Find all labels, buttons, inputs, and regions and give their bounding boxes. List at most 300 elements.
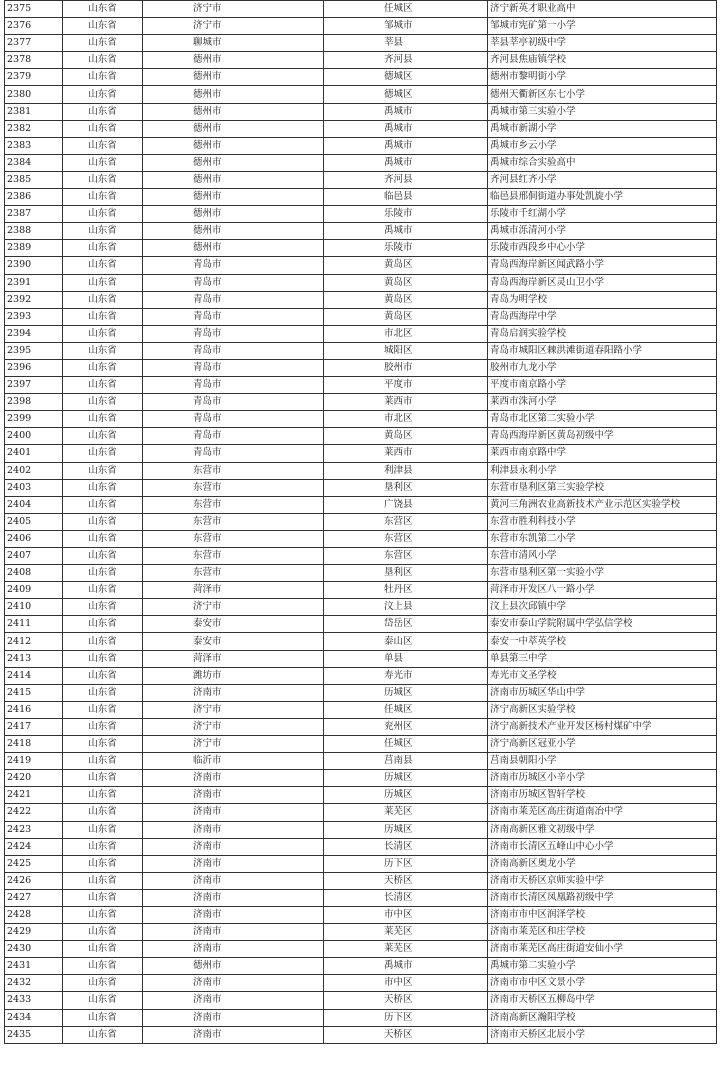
table-row (5, 86, 717, 103)
county-cell: 岱岳区 (324, 616, 488, 633)
province-cell: 山东省 (63, 906, 143, 923)
province-cell: 山东省 (63, 171, 143, 188)
school-name-cell: 泰安市泰山学院附属中学弘信学校 (488, 616, 717, 633)
school-name-cell: 青岛为明学校 (488, 291, 717, 308)
row-number: 2422 (5, 804, 63, 821)
row-number: 2395 (5, 342, 63, 359)
table-row (5, 479, 717, 496)
school-name-cell: 济南高新区瀚阳学校 (488, 1009, 717, 1026)
province-cell: 山东省 (63, 684, 143, 701)
table-row (5, 770, 717, 787)
city-cell: 青岛市 (143, 274, 324, 291)
city-cell: 德州市 (143, 206, 324, 223)
school-name-cell: 济南市莱芜区和庄学校 (488, 924, 717, 941)
row-number: 2412 (5, 633, 63, 650)
school-name-cell: 青岛西海岸新区灵山卫小学 (488, 274, 717, 291)
city-cell: 济南市 (143, 1026, 324, 1043)
city-cell: 德州市 (143, 171, 324, 188)
table-row (5, 394, 717, 411)
table-row (5, 736, 717, 753)
school-name-cell: 济南市天桥区京师实验中学 (488, 872, 717, 889)
school-name-cell: 济南市历城区华山中学 (488, 684, 717, 701)
county-cell: 任城区 (324, 736, 488, 753)
table-row (5, 359, 717, 376)
school-name-cell: 黄河三角洲农业高新技术产业示范区实验学校 (488, 496, 717, 513)
city-cell: 青岛市 (143, 445, 324, 462)
county-cell: 禹城市 (324, 154, 488, 171)
county-cell: 禹城市 (324, 120, 488, 137)
county-cell: 市中区 (324, 975, 488, 992)
city-cell: 青岛市 (143, 308, 324, 325)
table-row (5, 872, 717, 889)
table-row (5, 667, 717, 684)
table-row (5, 889, 717, 906)
province-cell: 山东省 (63, 855, 143, 872)
county-cell: 莒南县 (324, 753, 488, 770)
row-number: 2398 (5, 394, 63, 411)
school-name-cell: 菏泽市开发区八一路小学 (488, 582, 717, 599)
city-cell: 德州市 (143, 223, 324, 240)
table-row (5, 18, 717, 35)
table-row (5, 599, 717, 616)
row-number: 2402 (5, 462, 63, 479)
table-row (5, 1009, 717, 1026)
county-cell: 单县 (324, 650, 488, 667)
table-row (5, 992, 717, 1009)
province-cell: 山东省 (63, 838, 143, 855)
county-cell: 任城区 (324, 701, 488, 718)
school-name-cell: 济南市市中区文景小学 (488, 975, 717, 992)
county-cell: 莱西市 (324, 445, 488, 462)
province-cell: 山东省 (63, 257, 143, 274)
city-cell: 德州市 (143, 154, 324, 171)
table-row (5, 274, 717, 291)
county-cell: 历下区 (324, 1009, 488, 1026)
table-row (5, 804, 717, 821)
city-cell: 德州市 (143, 958, 324, 975)
county-cell: 乐陵市 (324, 206, 488, 223)
city-cell: 济南市 (143, 924, 324, 941)
school-name-cell: 齐河县焦庙镇学校 (488, 52, 717, 69)
row-number: 2375 (5, 1, 63, 18)
table-row (5, 616, 717, 633)
table-row (5, 753, 717, 770)
city-cell: 东营市 (143, 565, 324, 582)
city-cell: 青岛市 (143, 411, 324, 428)
province-cell: 山东省 (63, 154, 143, 171)
table-row (5, 240, 717, 257)
school-name-cell: 济南市天桥区五柳岛中学 (488, 992, 717, 1009)
city-cell: 济南市 (143, 821, 324, 838)
province-cell: 山东省 (63, 616, 143, 633)
city-cell: 泰安市 (143, 616, 324, 633)
city-cell: 泰安市 (143, 633, 324, 650)
table-row (5, 1, 717, 18)
table-row (5, 906, 717, 923)
table-row (5, 120, 717, 137)
city-cell: 德州市 (143, 240, 324, 257)
province-cell: 山东省 (63, 872, 143, 889)
county-cell: 平度市 (324, 377, 488, 394)
table-row (5, 325, 717, 342)
row-number: 2388 (5, 223, 63, 240)
county-cell: 黄岛区 (324, 428, 488, 445)
city-cell: 青岛市 (143, 428, 324, 445)
school-name-cell: 东营市垦利区第三实验学校 (488, 479, 717, 496)
table-row (5, 684, 717, 701)
school-table (4, 0, 717, 1044)
city-cell: 青岛市 (143, 359, 324, 376)
province-cell: 山东省 (63, 889, 143, 906)
province-cell: 山东省 (63, 462, 143, 479)
county-cell: 任城区 (324, 1, 488, 18)
county-cell: 利津县 (324, 462, 488, 479)
county-cell: 历下区 (324, 855, 488, 872)
row-number: 2434 (5, 1009, 63, 1026)
table-row (5, 411, 717, 428)
school-name-cell: 禹城市泺清河小学 (488, 223, 717, 240)
city-cell: 东营市 (143, 513, 324, 530)
city-cell: 菏泽市 (143, 582, 324, 599)
table-row (5, 924, 717, 941)
province-cell: 山东省 (63, 513, 143, 530)
row-number: 2417 (5, 718, 63, 735)
province-cell: 山东省 (63, 941, 143, 958)
school-name-cell: 利津县永利小学 (488, 462, 717, 479)
county-cell: 市中区 (324, 906, 488, 923)
table-row (5, 855, 717, 872)
row-number: 2430 (5, 941, 63, 958)
table-row (5, 154, 717, 171)
table-row (5, 171, 717, 188)
city-cell: 青岛市 (143, 291, 324, 308)
province-cell: 山东省 (63, 565, 143, 582)
school-name-cell: 泰安一中萃英学校 (488, 633, 717, 650)
province-cell: 山东省 (63, 736, 143, 753)
school-name-cell: 寿光市文圣学校 (488, 667, 717, 684)
school-name-cell: 临邑县邢侗街道办事处凯旋小学 (488, 189, 717, 206)
province-cell: 山东省 (63, 359, 143, 376)
table-row (5, 52, 717, 69)
table-row (5, 718, 717, 735)
row-number: 2387 (5, 206, 63, 223)
city-cell: 东营市 (143, 548, 324, 565)
row-number: 2396 (5, 359, 63, 376)
city-cell: 东营市 (143, 479, 324, 496)
row-number: 2394 (5, 325, 63, 342)
school-name-cell: 东营市清风小学 (488, 548, 717, 565)
school-name-cell: 胶州市九龙小学 (488, 359, 717, 376)
county-cell: 黄岛区 (324, 257, 488, 274)
province-cell: 山东省 (63, 1009, 143, 1026)
county-cell: 禹城市 (324, 223, 488, 240)
school-name-cell: 济南市莱芜区高庄街道安仙小学 (488, 941, 717, 958)
city-cell: 青岛市 (143, 342, 324, 359)
province-cell: 山东省 (63, 548, 143, 565)
school-name-cell: 东营市胜利科技小学 (488, 513, 717, 530)
city-cell: 德州市 (143, 137, 324, 154)
city-cell: 济南市 (143, 787, 324, 804)
province-cell: 山东省 (63, 821, 143, 838)
table-row (5, 342, 717, 359)
row-number: 2428 (5, 906, 63, 923)
row-number: 2404 (5, 496, 63, 513)
school-name-cell: 济南市长清区五峰山中心小学 (488, 838, 717, 855)
province-cell: 山东省 (63, 35, 143, 52)
row-number: 2382 (5, 120, 63, 137)
school-list-sheet (4, 0, 716, 1044)
school-name-cell: 禹城市综合实验高中 (488, 154, 717, 171)
school-name-cell: 济南市历城区小辛小学 (488, 770, 717, 787)
county-cell: 莘县 (324, 35, 488, 52)
province-cell: 山东省 (63, 1026, 143, 1043)
province-cell: 山东省 (63, 52, 143, 69)
province-cell: 山东省 (63, 992, 143, 1009)
city-cell: 德州市 (143, 52, 324, 69)
table-row (5, 189, 717, 206)
city-cell: 济南市 (143, 838, 324, 855)
city-cell: 济南市 (143, 872, 324, 889)
county-cell: 禹城市 (324, 137, 488, 154)
province-cell: 山东省 (63, 428, 143, 445)
school-name-cell: 平度市南京路小学 (488, 377, 717, 394)
school-name-cell: 济南高新区雅文初级中学 (488, 821, 717, 838)
county-cell: 莱芜区 (324, 804, 488, 821)
row-number: 2392 (5, 291, 63, 308)
row-number: 2415 (5, 684, 63, 701)
province-cell: 山东省 (63, 137, 143, 154)
city-cell: 德州市 (143, 103, 324, 120)
county-cell: 天桥区 (324, 872, 488, 889)
province-cell: 山东省 (63, 924, 143, 941)
row-number: 2406 (5, 530, 63, 547)
province-cell: 山东省 (63, 633, 143, 650)
city-cell: 济南市 (143, 992, 324, 1009)
county-cell: 东营区 (324, 548, 488, 565)
province-cell: 山东省 (63, 599, 143, 616)
province-cell: 山东省 (63, 120, 143, 137)
school-name-cell: 青岛西海岸中学 (488, 308, 717, 325)
city-cell: 临沂市 (143, 753, 324, 770)
province-cell: 山东省 (63, 445, 143, 462)
row-number: 2379 (5, 69, 63, 86)
table-row (5, 958, 717, 975)
row-number: 2393 (5, 308, 63, 325)
row-number: 2405 (5, 513, 63, 530)
province-cell: 山东省 (63, 787, 143, 804)
province-cell: 山东省 (63, 701, 143, 718)
city-cell: 济宁市 (143, 1, 324, 18)
city-cell: 济宁市 (143, 718, 324, 735)
table-row (5, 428, 717, 445)
province-cell: 山东省 (63, 325, 143, 342)
city-cell: 济宁市 (143, 701, 324, 718)
city-cell: 东营市 (143, 530, 324, 547)
school-name-cell: 青岛市城阳区棘洪滩街道春阳路小学 (488, 342, 717, 359)
county-cell: 牡丹区 (324, 582, 488, 599)
province-cell: 山东省 (63, 342, 143, 359)
row-number: 2426 (5, 872, 63, 889)
city-cell: 德州市 (143, 189, 324, 206)
table-row (5, 257, 717, 274)
school-name-cell: 莱西市洙河小学 (488, 394, 717, 411)
province-cell: 山东省 (63, 496, 143, 513)
province-cell: 山东省 (63, 530, 143, 547)
province-cell: 山东省 (63, 69, 143, 86)
school-name-cell: 济宁高新区冠亚小学 (488, 736, 717, 753)
county-cell: 禹城市 (324, 103, 488, 120)
row-number: 2410 (5, 599, 63, 616)
school-name-cell: 青岛启润实验学校 (488, 325, 717, 342)
county-cell: 垦利区 (324, 479, 488, 496)
province-cell: 山东省 (63, 479, 143, 496)
school-name-cell: 东营市东凯第二小学 (488, 530, 717, 547)
city-cell: 青岛市 (143, 325, 324, 342)
school-name-cell: 莒南县朝阳小学 (488, 753, 717, 770)
table-row (5, 308, 717, 325)
province-cell: 山东省 (63, 18, 143, 35)
table-row (5, 206, 717, 223)
row-number: 2432 (5, 975, 63, 992)
row-number: 2418 (5, 736, 63, 753)
county-cell: 黄岛区 (324, 291, 488, 308)
county-cell: 德城区 (324, 86, 488, 103)
school-name-cell: 禹城市第二实验小学 (488, 958, 717, 975)
county-cell: 历城区 (324, 821, 488, 838)
county-cell: 历城区 (324, 787, 488, 804)
county-cell: 垦利区 (324, 565, 488, 582)
row-number: 2419 (5, 753, 63, 770)
table-row (5, 1026, 717, 1043)
school-name-cell: 莱西市南京路中学 (488, 445, 717, 462)
county-cell: 黄岛区 (324, 274, 488, 291)
county-cell: 禹城市 (324, 958, 488, 975)
row-number: 2435 (5, 1026, 63, 1043)
county-cell: 兖州区 (324, 718, 488, 735)
province-cell: 山东省 (63, 274, 143, 291)
school-name-cell: 单县第三中学 (488, 650, 717, 667)
row-number: 2421 (5, 787, 63, 804)
city-cell: 济南市 (143, 889, 324, 906)
table-row (5, 941, 717, 958)
row-number: 2424 (5, 838, 63, 855)
row-number: 2380 (5, 86, 63, 103)
table-row (5, 223, 717, 240)
province-cell: 山东省 (63, 667, 143, 684)
table-row (5, 633, 717, 650)
table-row (5, 137, 717, 154)
province-cell: 山东省 (63, 975, 143, 992)
city-cell: 济南市 (143, 855, 324, 872)
city-cell: 菏泽市 (143, 650, 324, 667)
table-row (5, 582, 717, 599)
county-cell: 临邑县 (324, 189, 488, 206)
school-name-cell: 济南市历城区智轩学校 (488, 787, 717, 804)
row-number: 2403 (5, 479, 63, 496)
province-cell: 山东省 (63, 206, 143, 223)
row-number: 2377 (5, 35, 63, 52)
county-cell: 齐河县 (324, 52, 488, 69)
city-cell: 潍坊市 (143, 667, 324, 684)
city-cell: 青岛市 (143, 394, 324, 411)
row-number: 2397 (5, 377, 63, 394)
row-number: 2409 (5, 582, 63, 599)
table-row (5, 35, 717, 52)
county-cell: 天桥区 (324, 992, 488, 1009)
province-cell: 山东省 (63, 582, 143, 599)
school-name-cell: 德州市黎明街小学 (488, 69, 717, 86)
school-name-cell: 济南高新区奥龙小学 (488, 855, 717, 872)
school-name-cell: 禹城市乡云小学 (488, 137, 717, 154)
city-cell: 青岛市 (143, 377, 324, 394)
province-cell: 山东省 (63, 394, 143, 411)
row-number: 2401 (5, 445, 63, 462)
city-cell: 济南市 (143, 941, 324, 958)
table-row (5, 650, 717, 667)
county-cell: 邹城市 (324, 18, 488, 35)
province-cell: 山东省 (63, 103, 143, 120)
city-cell: 东营市 (143, 462, 324, 479)
row-number: 2376 (5, 18, 63, 35)
province-cell: 山东省 (63, 650, 143, 667)
row-number: 2399 (5, 411, 63, 428)
row-number: 2433 (5, 992, 63, 1009)
school-name-cell: 乐陵市千红湖小学 (488, 206, 717, 223)
table-row (5, 565, 717, 582)
county-cell: 莱西市 (324, 394, 488, 411)
county-cell: 长清区 (324, 889, 488, 906)
city-cell: 济南市 (143, 975, 324, 992)
province-cell: 山东省 (63, 753, 143, 770)
county-cell: 莱芜区 (324, 924, 488, 941)
school-name-cell: 乐陵市西段乡中心小学 (488, 240, 717, 257)
city-cell: 济南市 (143, 770, 324, 787)
county-cell: 历城区 (324, 684, 488, 701)
table-row (5, 975, 717, 992)
school-name-cell: 邹城市宪矿第一小学 (488, 18, 717, 35)
province-cell: 山东省 (63, 411, 143, 428)
province-cell: 山东省 (63, 958, 143, 975)
city-cell: 济宁市 (143, 599, 324, 616)
table-row (5, 701, 717, 718)
row-number: 2416 (5, 701, 63, 718)
county-cell: 长清区 (324, 838, 488, 855)
county-cell: 天桥区 (324, 1026, 488, 1043)
school-table-body (5, 1, 717, 1044)
table-row (5, 445, 717, 462)
county-cell: 市北区 (324, 411, 488, 428)
row-number: 2400 (5, 428, 63, 445)
city-cell: 济南市 (143, 1009, 324, 1026)
county-cell: 汶上县 (324, 599, 488, 616)
school-name-cell: 齐河县红齐小学 (488, 171, 717, 188)
province-cell: 山东省 (63, 770, 143, 787)
county-cell: 寿光市 (324, 667, 488, 684)
province-cell: 山东省 (63, 223, 143, 240)
county-cell: 东营区 (324, 530, 488, 547)
row-number: 2383 (5, 137, 63, 154)
school-name-cell: 东营市垦利区第一实验小学 (488, 565, 717, 582)
school-name-cell: 济南市长清区凤凰路初级中学 (488, 889, 717, 906)
county-cell: 德城区 (324, 69, 488, 86)
row-number: 2386 (5, 189, 63, 206)
city-cell: 济南市 (143, 906, 324, 923)
city-cell: 东营市 (143, 496, 324, 513)
row-number: 2407 (5, 548, 63, 565)
county-cell: 齐河县 (324, 171, 488, 188)
table-row (5, 69, 717, 86)
school-name-cell: 禹城市第三实验小学 (488, 103, 717, 120)
